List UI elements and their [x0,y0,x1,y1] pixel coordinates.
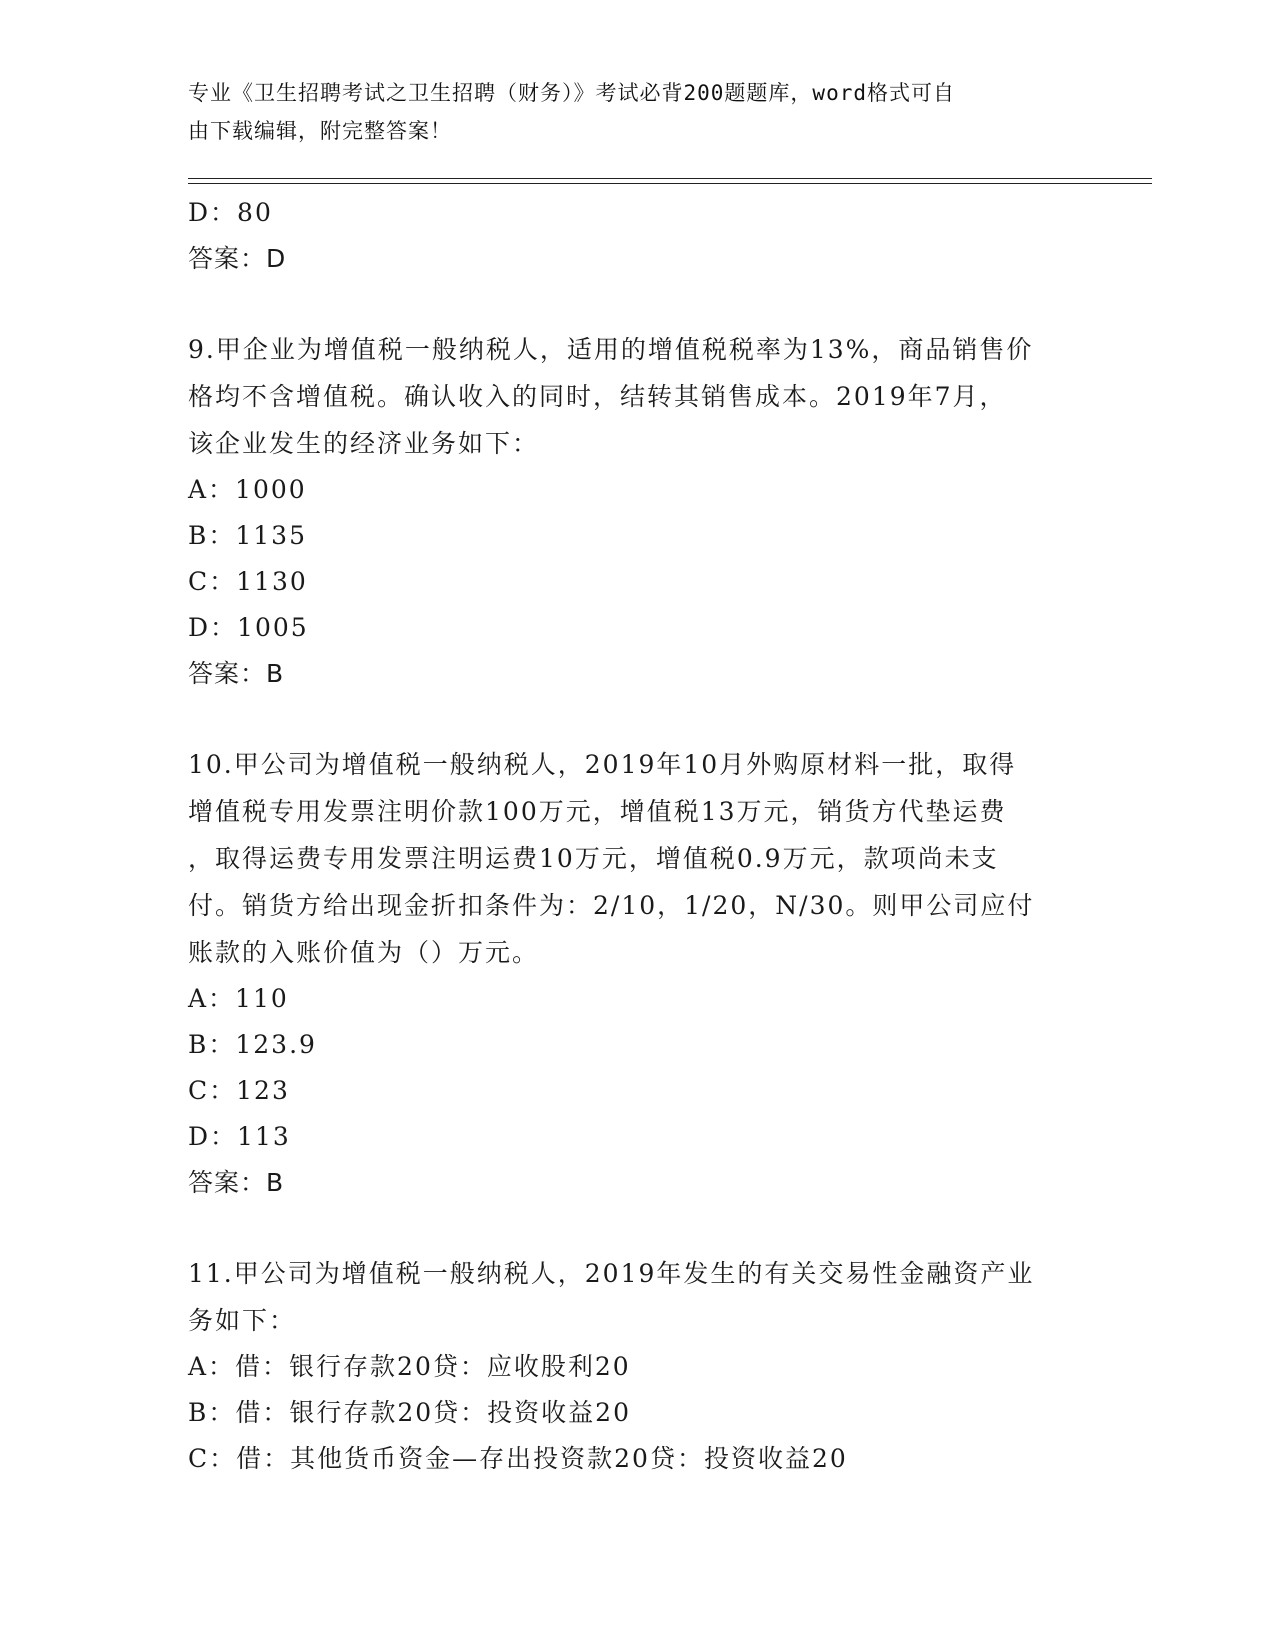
header-divider-top [188,178,1152,179]
q11-stem-line: 11.甲公司为增值税一般纳税人，2019年发生的有关交易性金融资产业 [188,1259,1035,1288]
q11-option-a: A：借：银行存款20贷：应收股利20 [188,1352,631,1381]
prev-option-d: D：80 [188,198,273,227]
q10-answer: 答案：B [188,1168,285,1197]
header-divider-bottom [188,183,1152,184]
q9-stem-line: 该企业发生的经济业务如下： [188,429,540,458]
q10-option-d: D：113 [188,1122,291,1151]
q10-stem-line: 账款的入账价值为（）万元。 [188,938,540,967]
q9-option-b: B：1135 [188,521,307,550]
prev-answer: 答案：D [188,244,287,273]
question-10 [188,741,1088,1206]
q11-option-c: C：借：其他货币资金—存出投资款20贷：投资收益20 [188,1444,848,1473]
q9-stem-line: 9.甲企业为增值税一般纳税人，适用的增值税税率为13%，商品销售价 [188,335,1034,364]
q11-stem-line: 务如下： [188,1306,297,1335]
q10-stem-line: 增值税专用发票注明价款100万元，增值税13万元，销货方代垫运费 [188,797,1007,826]
q11-option-b: B：借：银行存款20贷：投资收益20 [188,1398,631,1427]
question-content [188,190,1088,1482]
q10-stem-line: 付。销货方给出现金折扣条件为：2/10，1/20，N/30。则甲公司应付 [188,891,1035,920]
q9-option-d: D：1005 [188,613,309,642]
q10-stem-line: ，取得运费专用发票注明运费10万元，增值税0.9万元，款项尚未支 [188,844,999,873]
q10-stem-line: 10.甲公司为增值税一般纳税人，2019年10月外购原材料一批，取得 [188,750,1017,779]
q9-option-c: C：1130 [188,567,308,596]
question-9 [188,326,1088,697]
spacer [188,282,1088,326]
q10-option-b: B：123.9 [188,1030,317,1059]
header-line-1: 专业《卫生招聘考试之卫生招聘（财务）》考试必背200题题库，word格式可自 [188,81,955,105]
spacer [188,697,1088,741]
q10-option-a: A：110 [188,984,289,1013]
q10-option-c: C：123 [188,1076,290,1105]
question-11 [188,1250,1088,1482]
spacer [188,1206,1088,1250]
header-line-2: 由下载编辑，附完整答案！ [188,119,452,143]
q9-option-a: A：1000 [188,475,307,504]
q9-stem-line: 格均不含增值税。确认收入的同时，结转其销售成本。2019年7月， [188,382,1007,411]
q9-answer: 答案：B [188,659,285,688]
document-header [188,74,1068,150]
